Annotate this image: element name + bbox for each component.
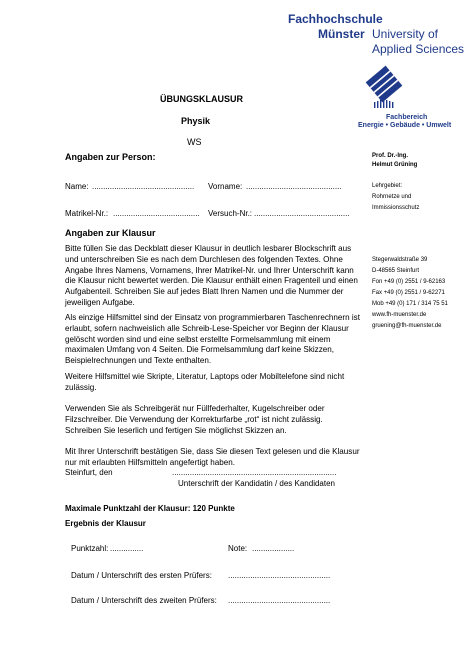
pruefer1-label: Datum / Unterschrift des ersten Prüfers:	[71, 571, 212, 580]
klausur-paragraph-3: Weitere Hilfsmittel wie Skripte, Literatur, Laptops oder Mobiltelefone sind nicht zulässig.	[65, 372, 345, 392]
max-points: Maximale Punktzahl der Klausur: 120 Punkte	[65, 504, 235, 513]
contact-mobile: Mob +49 (0) 171 / 314 75 51	[372, 301, 448, 307]
name-field[interactable]: ..............................................	[92, 182, 195, 191]
klausur-paragraph-4: Verwenden Sie als Schreibgerät nur Füllfederhalter, Kugelschreiber oder Filzschreiber. Die Verwendung der Korrekturfarbe „rot“ ist nicht zulässig. Schreiben Sie leserlich und fertigen Sie möglichst Skizzen an.	[65, 404, 325, 435]
note-label: Note:	[228, 544, 248, 553]
exam-subject: Physik	[181, 116, 211, 126]
punktzahl-field[interactable]: ...............	[110, 544, 144, 553]
university-name-line2: University of	[372, 27, 439, 41]
university-name-line1: Fachhochschule	[288, 12, 383, 26]
signature-place: Steinfurt, den	[65, 468, 113, 477]
contact-email[interactable]: gruening@fh-muenster.de	[372, 323, 442, 329]
exam-title: ÜBUNGSKLAUSUR	[160, 94, 243, 104]
vorname-label: Vorname:	[208, 182, 243, 191]
vorname-field[interactable]: ...........................................	[246, 182, 342, 191]
address-city: D-48565 Steinfurt	[372, 268, 420, 274]
university-name-line3: Applied Sciences	[372, 42, 465, 56]
prof-title: Prof. Dr.-Ing.	[372, 153, 408, 159]
pruefer1-field[interactable]: ..............................................	[228, 571, 331, 580]
name-label: Name:	[65, 182, 89, 191]
klausur-paragraph-5: Mit Ihrer Unterschrift bestätigen Sie, dass Sie diesen Text gelesen und die Klausur nur mit erlaubten Hilfsmitteln angefertigt haben.	[65, 447, 360, 467]
matrikel-field[interactable]: .......................................	[113, 209, 200, 218]
contact-website[interactable]: www.fh-muenster.de	[372, 312, 427, 318]
note-field[interactable]: ...................	[252, 544, 295, 553]
result-heading: Ergebnis der Klausur	[65, 519, 146, 528]
lehrgebiet-line1: Rohrnetze und	[372, 194, 412, 200]
versuch-field[interactable]: ...........................................	[254, 209, 350, 218]
punktzahl-label: Punktzahl:	[71, 544, 109, 553]
lehrgebiet-line2: Immissionsschutz	[372, 205, 420, 211]
address-street: Stegerwaldstraße 39	[372, 257, 428, 263]
signature-caption: Unterschrift der Kandidatin / des Kandidaten	[178, 479, 335, 488]
klausur-heading: Angaben zur Klausur	[65, 228, 156, 238]
versuch-label: Versuch-Nr.:	[208, 209, 253, 218]
fachbereich-title: Fachbereich	[386, 114, 428, 121]
fachbereich-logo-icon	[360, 62, 408, 112]
klausur-paragraph-1: Bitte füllen Sie das Deckblatt dieser Klausur in deutlich lesbarer Blockschrift aus und unterschreiben Sie es nach dem Durchlesen des folgenden Textes. Ohne Angabe Ihres Namens, Vornamens, Ihrer Matrikel-Nr. und Ihrer Unterschrift kann die Klausur nicht bewertet werden. Die Klausur enthält einen Fragenteil und einen Aufgabenteil. Schreiben Sie auf jedes Blatt Ihren Namen und die Nummer der jeweiligen Aufgabe.	[65, 244, 358, 307]
klausur-paragraph-2: Als einzige Hilfsmittel sind der Einsatz von programmierbaren Taschenrechnern ist erlaubt, sofern nachweislich alle Schreib-Lese-Speicher vor Beginn der Klausur gelöscht worden sind und eine selbst erstellte Formelsammlung mit einem maximalen Umfang von 4 Seiten. Die Formelsammlung darf keine Skizzen, Beispielrechnungen und Texte enthalten.	[65, 313, 360, 366]
university-name-city: Münster	[318, 27, 365, 41]
exam-term: WS	[187, 137, 202, 147]
pruefer2-label: Datum / Unterschrift des zweiten Prüfers:	[71, 596, 217, 605]
contact-fax: Fax +49 (0) 2551 / 9-62271	[372, 290, 445, 296]
lehrgebiet-label: Lehrgebiet:	[372, 183, 403, 189]
contact-phone: Fon +49 (0) 2551 / 9-62163	[372, 279, 446, 285]
matrikel-label: Matrikel-Nr.:	[65, 209, 109, 218]
fachbereich-subtitle: Energie • Gebäude • Umwelt	[358, 122, 452, 129]
person-heading: Angaben zur Person:	[65, 152, 156, 162]
prof-name: Helmut Grüning	[372, 162, 418, 168]
signature-field[interactable]: ..........................................................................	[172, 468, 337, 477]
pruefer2-field[interactable]: ..............................................	[228, 596, 331, 605]
